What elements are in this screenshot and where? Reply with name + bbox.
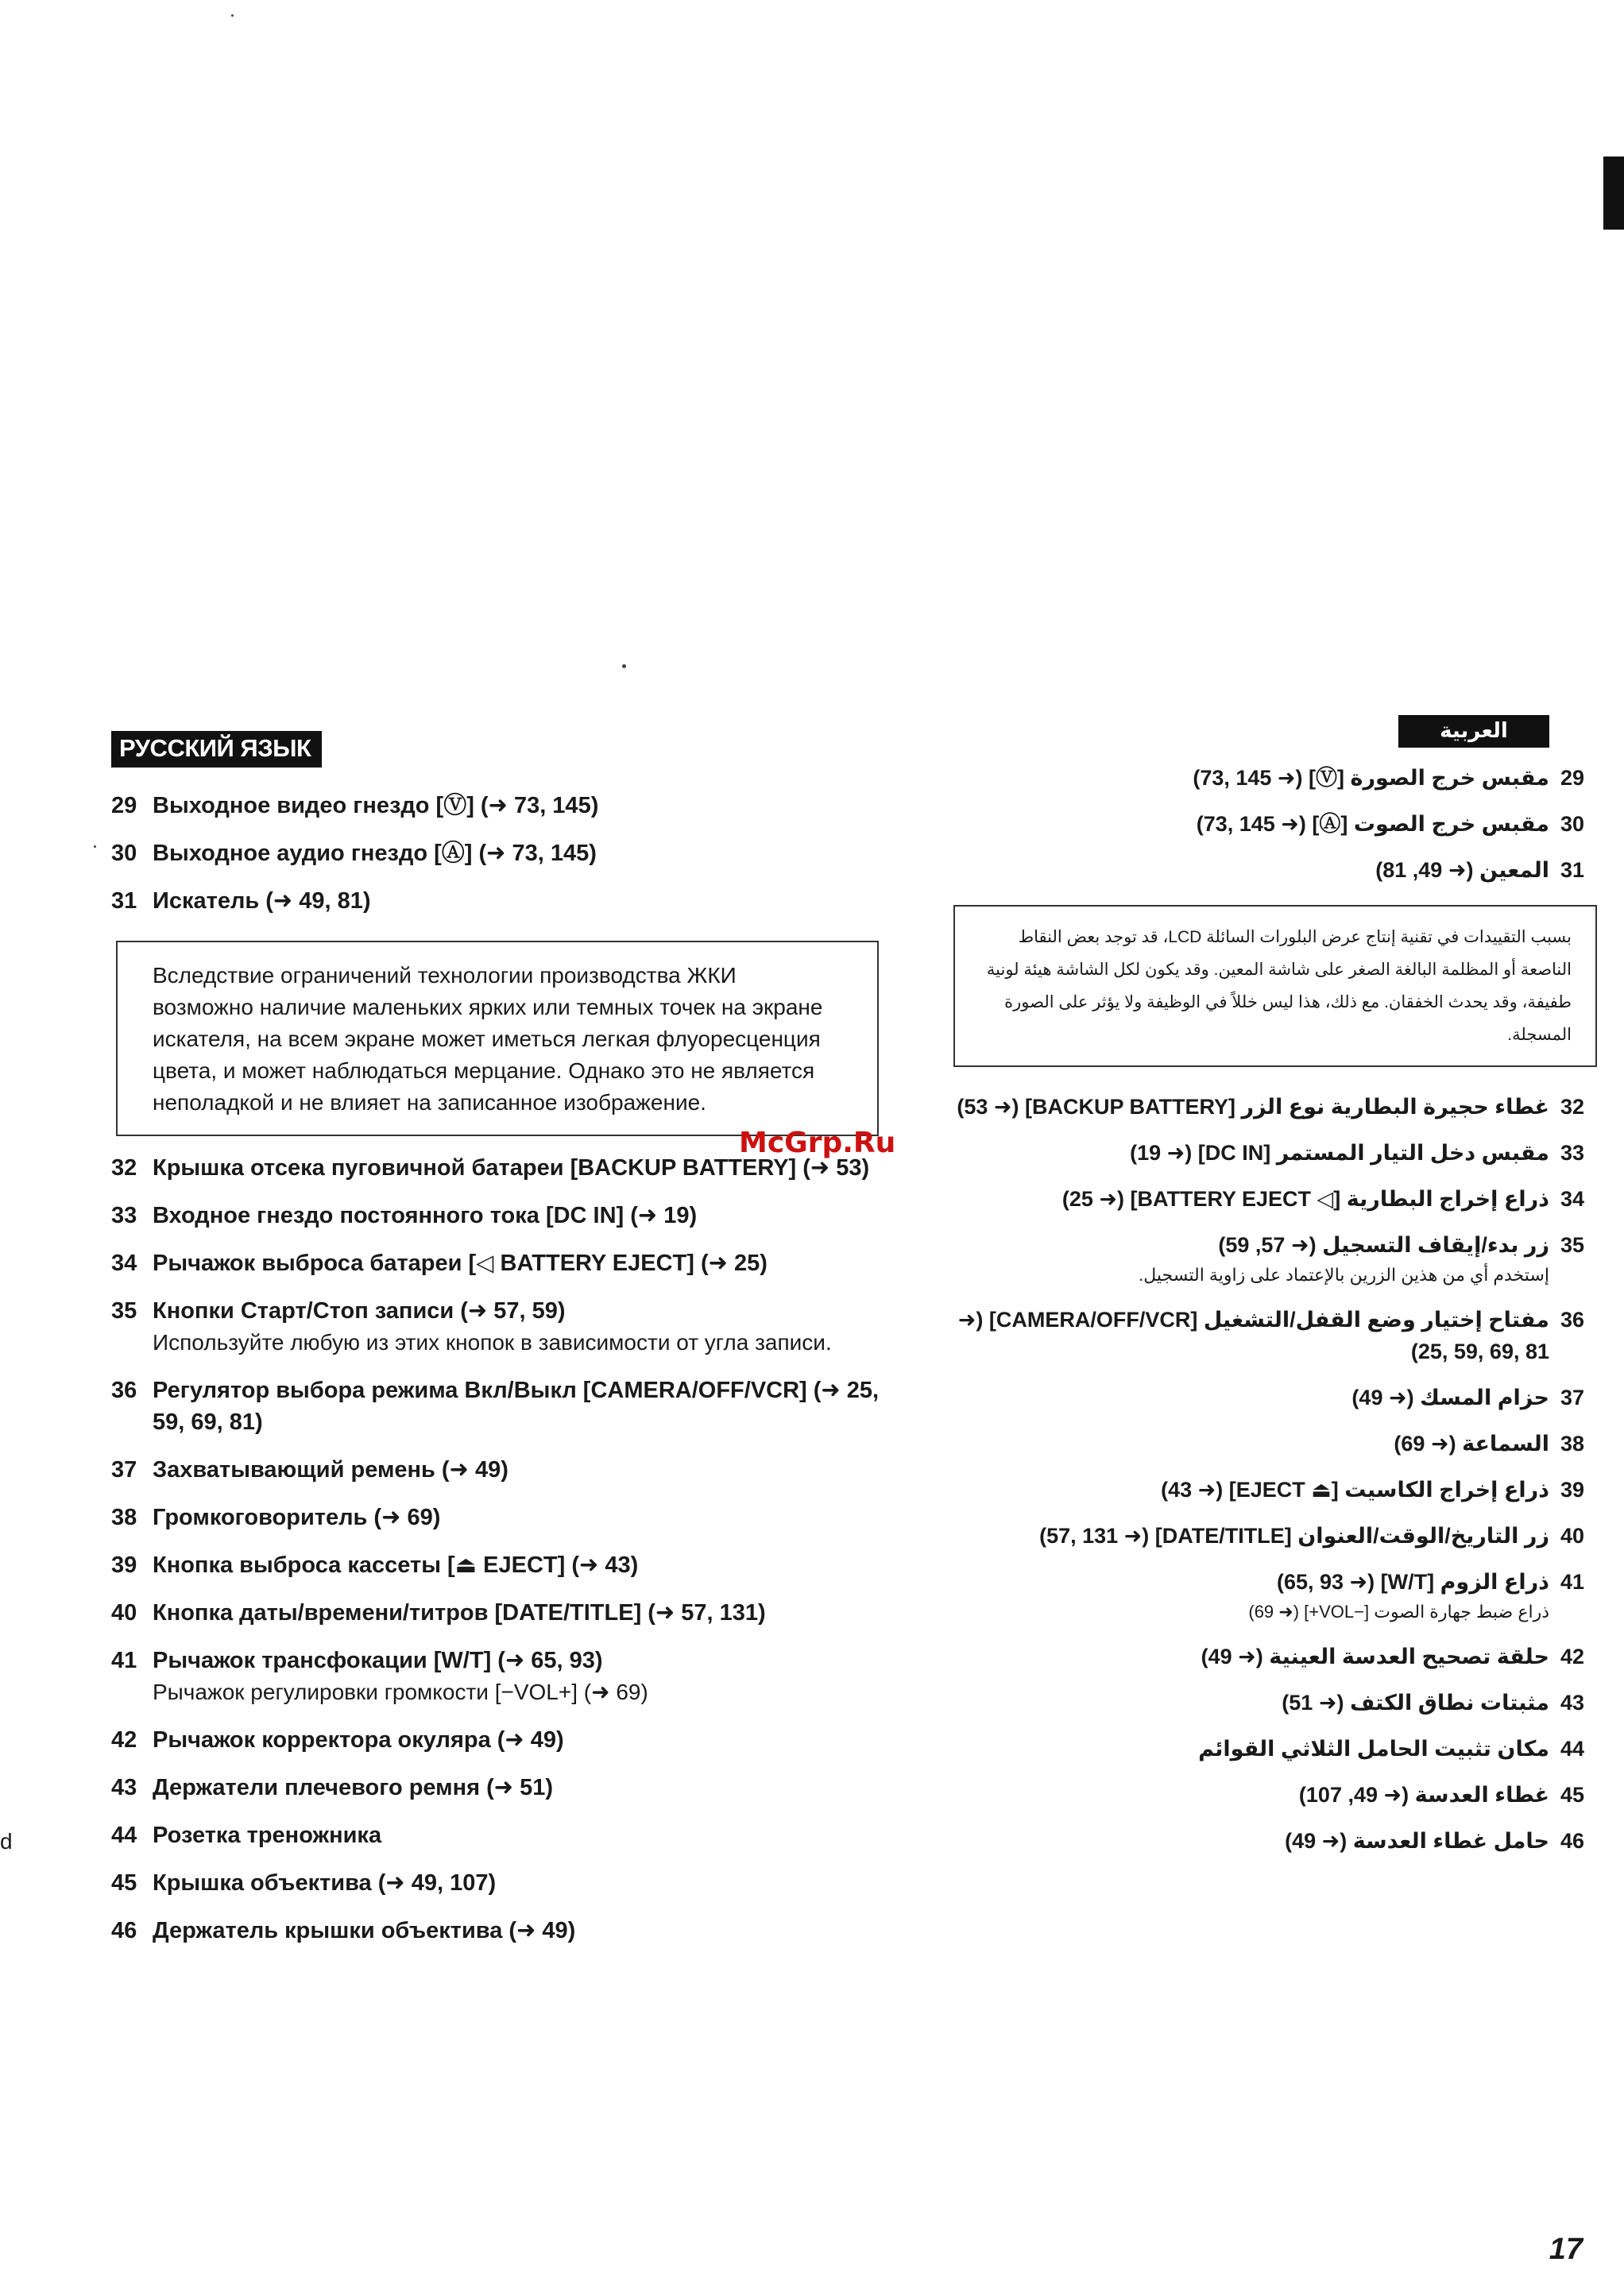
ru-item-body — [153, 1502, 898, 1533]
ar-item-subtext: ذراع ضبط جهارة الصوت [−VOL+] (➜ 69) — [1248, 1602, 1549, 1622]
ar-item-number: 45 — [1560, 1783, 1585, 1807]
russian-items — [111, 1152, 898, 1947]
ru-item-number: 43 — [111, 1775, 137, 1800]
ar-item-number: 36 — [1560, 1308, 1585, 1332]
ru-item-42 — [111, 1724, 898, 1756]
ar-item-number: 33 — [1560, 1141, 1585, 1165]
ru-item-text: Рычажок корректора окуляра (➜ 49) — [153, 1727, 564, 1753]
ar-item-body — [953, 1428, 1560, 1460]
ar-item-text: السماعة (➜ 69) — [1394, 1432, 1549, 1456]
ar-item-31 — [953, 854, 1597, 886]
ru-item-text: Крышка объектива (➜ 49, 107) — [153, 1870, 497, 1896]
ar-item-46 — [953, 1825, 1597, 1857]
ar-item-36 — [953, 1304, 1597, 1367]
ru-item-number: 32 — [111, 1155, 137, 1181]
ar-item-text: حلقة تصحيح العدسة العينية (➜ 49) — [1201, 1645, 1549, 1668]
ar-item-body — [953, 808, 1560, 840]
ru-item-body — [153, 1724, 898, 1756]
russian-lcd-note: Вследствие ограничений технологии производства ЖКИ возможно наличие маленьких ярких или темных точек на экране искателя, на всем экране может иметься легкая флуоресценция цвета, и может наблюдаться мерцание. Однако это не является неполадкой и не влияет на записанное изображение. — [116, 941, 879, 1136]
ar-item-body — [953, 1520, 1560, 1552]
ru-item-number: 33 — [111, 1203, 137, 1228]
ru-item-text: Кнопки Старт/Стоп записи (➜ 57, 59) — [153, 1298, 566, 1324]
ru-item-31 — [111, 885, 898, 917]
ru-item-body — [153, 1915, 898, 1947]
ar-item-number: 40 — [1560, 1524, 1585, 1548]
ar-item-body — [953, 1687, 1560, 1719]
ar-item-43 — [953, 1687, 1597, 1719]
ru-item-number: 44 — [111, 1823, 137, 1848]
arabic-items — [953, 1091, 1597, 1857]
ar-item-text: مفتاح إختيار وضع القفل/التشغيل [CAMERA/OFF/VCR] (➜ 25, 59, 69, 81) — [957, 1308, 1549, 1363]
ru-item-subtext: Рычажок регулировки громкости [−VOL+] (➜ 69) — [153, 1680, 648, 1704]
ru-item-body — [153, 1375, 898, 1438]
ru-item-text: Захватывающий ремень (➜ 49) — [153, 1457, 508, 1483]
ar-item-40 — [953, 1520, 1597, 1552]
ar-item-text: مثبتات نطاق الكتف (➜ 51) — [1282, 1691, 1549, 1715]
ru-item-body — [153, 1200, 898, 1231]
ru-item-34 — [111, 1247, 898, 1279]
ar-item-number: 43 — [1560, 1691, 1585, 1715]
ar-item-text: غطاء حجيرة البطارية نوع الزر [BACKUP BATTERY] (➜ 53) — [957, 1095, 1549, 1119]
ar-item-text: مقبس خرج الصوت [Ⓐ] (➜ 73, 145) — [1196, 812, 1549, 836]
ru-item-30 — [111, 837, 898, 869]
ru-item-subtext: Используйте любую из этих кнопок в зависимости от угла записи. — [153, 1330, 832, 1355]
ru-item-number: 31 — [111, 888, 137, 914]
ru-item-29 — [111, 790, 898, 822]
ar-item-body — [953, 762, 1560, 794]
ru-item-text: Рычажок трансфокации [W/T] (➜ 65, 93) — [153, 1648, 603, 1673]
russian-items-top — [111, 790, 898, 917]
ru-item-37 — [111, 1454, 898, 1486]
ar-item-number: 44 — [1560, 1737, 1585, 1761]
ru-item-39 — [111, 1549, 898, 1581]
ar-item-body — [953, 1091, 1560, 1123]
ar-item-text: ذراع إخراج الكاسيت [⏏ EJECT] (➜ 43) — [1161, 1478, 1549, 1502]
arabic-lcd-note: بسبب التقييدات في تقنية إنتاج عرض البلورات السائلة LCD، قد توجد بعض النقاط الناصعة أو المظلمة البالغة الصغر على شاشة المعين. وقد يكون لكل الشاشة هيئة لونية طفيفة، وقد يحدث الخفقان. مع ذلك، هذا ليس خللاً في الوظيفة ولا يؤثر على الصورة المسجلة. — [953, 905, 1597, 1067]
ru-item-text: Рычажок выброса батареи [◁ BATTERY EJECT] (➜ 25) — [153, 1251, 768, 1276]
ar-item-number: 31 — [1560, 858, 1585, 882]
ru-item-number: 37 — [111, 1457, 137, 1483]
watermark: McGrp.Ru — [739, 1127, 896, 1159]
ar-item-text: زر بدء/إيقاف التسجيل (➜ 57, 59) — [1218, 1233, 1549, 1257]
ru-item-text: Крышка отсека пуговичной батареи [BACKUP BATTERY] (➜ 53) — [153, 1155, 870, 1181]
scan-speck — [622, 664, 626, 668]
ru-item-text: Регулятор выбора режима Вкл/Выкл [CAMERA/OFF/VCR] (➜ 25, 59, 69, 81) — [153, 1378, 880, 1435]
ar-item-body — [953, 854, 1560, 886]
ru-item-body — [153, 1247, 898, 1279]
ar-item-number: 30 — [1560, 812, 1585, 836]
scan-speck — [94, 845, 96, 848]
ar-item-number: 35 — [1560, 1233, 1585, 1257]
page-number: 17 — [1549, 2233, 1583, 2266]
ar-item-number: 42 — [1560, 1645, 1585, 1668]
ru-item-number: 35 — [111, 1298, 137, 1324]
ru-item-body — [153, 1645, 898, 1708]
ru-item-number: 34 — [111, 1251, 137, 1276]
ru-item-number: 45 — [111, 1870, 137, 1896]
ru-item-body — [153, 1772, 898, 1804]
scan-speck — [231, 14, 234, 17]
ru-item-body — [153, 790, 898, 822]
ru-item-38 — [111, 1502, 898, 1533]
ar-item-29 — [953, 762, 1597, 794]
ru-item-body — [153, 885, 898, 917]
ru-item-number: 46 — [111, 1918, 137, 1943]
ru-item-body — [153, 1867, 898, 1899]
ru-item-33 — [111, 1200, 898, 1231]
ar-item-number: 46 — [1560, 1829, 1585, 1853]
ru-item-body — [153, 1549, 898, 1581]
ru-item-body — [153, 837, 898, 869]
ar-item-text: زر التاريخ/الوقت/العنوان [DATE/TITLE] (➜ 57, 131) — [1039, 1524, 1549, 1548]
edge-letter: d — [0, 1829, 13, 1854]
ar-item-45 — [953, 1779, 1597, 1811]
ru-item-45 — [111, 1867, 898, 1899]
arabic-language-badge: العربية — [1398, 715, 1549, 748]
ru-item-text: Держатели плечевого ремня (➜ 51) — [153, 1775, 554, 1800]
ar-item-text: مقبس خرج الصورة [Ⓥ] (➜ 73, 145) — [1193, 766, 1549, 790]
ar-item-text: حزام المسك (➜ 49) — [1351, 1386, 1549, 1409]
ru-item-46 — [111, 1915, 898, 1947]
ru-item-number: 41 — [111, 1648, 137, 1673]
ar-item-number: 34 — [1560, 1187, 1585, 1211]
ar-item-body — [953, 1382, 1560, 1413]
ar-item-35 — [953, 1229, 1597, 1289]
ar-item-32 — [953, 1091, 1597, 1123]
ru-item-41 — [111, 1645, 898, 1708]
ru-item-text: Кнопка выброса кассеты [⏏ EJECT] (➜ 43) — [153, 1552, 639, 1578]
ru-item-text: Входное гнездо постоянного тока [DC IN] (➜ 19) — [153, 1203, 698, 1228]
ru-item-36 — [111, 1375, 898, 1438]
ar-item-body — [953, 1229, 1560, 1289]
ar-item-number: 32 — [1560, 1095, 1585, 1119]
ru-item-text: Громкоговоритель (➜ 69) — [153, 1505, 441, 1530]
ar-item-body — [953, 1474, 1560, 1506]
russian-column — [111, 731, 898, 1947]
ar-item-44 — [953, 1733, 1597, 1765]
ru-item-body — [153, 1295, 898, 1359]
ar-item-number: 41 — [1560, 1570, 1585, 1594]
ru-item-44 — [111, 1819, 898, 1851]
ru-item-text: Держатель крышки объектива (➜ 49) — [153, 1918, 576, 1943]
ru-item-number: 38 — [111, 1505, 137, 1530]
arabic-items-top — [953, 762, 1597, 886]
ru-item-number: 29 — [111, 793, 137, 818]
ru-item-text: Кнопка даты/времени/титров [DATE/TITLE] (➜ 57, 131) — [153, 1600, 766, 1626]
ru-item-number: 30 — [111, 841, 137, 866]
ar-item-30 — [953, 808, 1597, 840]
ar-item-34 — [953, 1183, 1597, 1215]
ar-item-number: 29 — [1560, 766, 1585, 790]
ar-item-text: مقبس دخل التيار المستمر [DC IN] (➜ 19) — [1130, 1141, 1549, 1165]
ar-item-body — [953, 1825, 1560, 1857]
ar-item-text: مكان تثبيت الحامل الثلاثي القوائم — [1198, 1737, 1549, 1761]
ru-item-body — [153, 1597, 898, 1629]
arabic-column — [953, 715, 1597, 1857]
ar-item-body — [953, 1779, 1560, 1811]
ru-item-number: 42 — [111, 1727, 137, 1753]
ru-item-40 — [111, 1597, 898, 1629]
ru-item-number: 40 — [111, 1600, 137, 1626]
ru-item-text: Выходное видео гнездо [Ⓥ] (➜ 73, 145) — [153, 793, 599, 818]
ar-item-body — [953, 1137, 1560, 1169]
ar-item-33 — [953, 1137, 1597, 1169]
ar-item-body — [953, 1566, 1560, 1626]
ar-item-text: ذراع إخراج البطارية [◁ BATTERY EJECT] (➜ 25) — [1061, 1187, 1549, 1211]
russian-language-badge: РУССКИЙ ЯЗЫК — [111, 731, 322, 768]
page-tab-marker — [1603, 157, 1624, 230]
ar-item-body — [953, 1641, 1560, 1672]
ar-item-41 — [953, 1566, 1597, 1626]
ar-item-text: ذراع الزوم [W/T] (➜ 65, 93) — [1276, 1570, 1549, 1594]
ar-item-38 — [953, 1428, 1597, 1460]
ar-item-number: 38 — [1560, 1432, 1585, 1456]
ru-item-text: Розетка треножника — [153, 1823, 382, 1848]
ar-item-37 — [953, 1382, 1597, 1413]
ru-item-body — [153, 1819, 898, 1851]
ru-item-43 — [111, 1772, 898, 1804]
ru-item-text: Искатель (➜ 49, 81) — [153, 888, 371, 914]
ru-item-text: Выходное аудио гнездо [Ⓐ] (➜ 73, 145) — [153, 841, 597, 866]
ru-item-number: 39 — [111, 1552, 137, 1578]
ar-item-body — [953, 1304, 1560, 1367]
ar-item-42 — [953, 1641, 1597, 1672]
ru-item-35 — [111, 1295, 898, 1359]
ar-item-subtext: إستخدم أي من هذين الزرين بالإعتماد على زاوية التسجيل. — [1139, 1265, 1549, 1285]
ar-item-39 — [953, 1474, 1597, 1506]
ar-item-body — [953, 1733, 1560, 1765]
ru-item-body — [153, 1454, 898, 1486]
ru-item-number: 36 — [111, 1378, 137, 1403]
ar-item-number: 37 — [1560, 1386, 1585, 1409]
ar-item-text: حامل غطاء العدسة (➜ 49) — [1285, 1829, 1549, 1853]
ar-item-body — [953, 1183, 1560, 1215]
ar-item-number: 39 — [1560, 1478, 1585, 1502]
ar-item-text: غطاء العدسة (➜ 49, 107) — [1298, 1783, 1549, 1807]
ar-item-text: المعين (➜ 49, 81) — [1375, 858, 1549, 882]
